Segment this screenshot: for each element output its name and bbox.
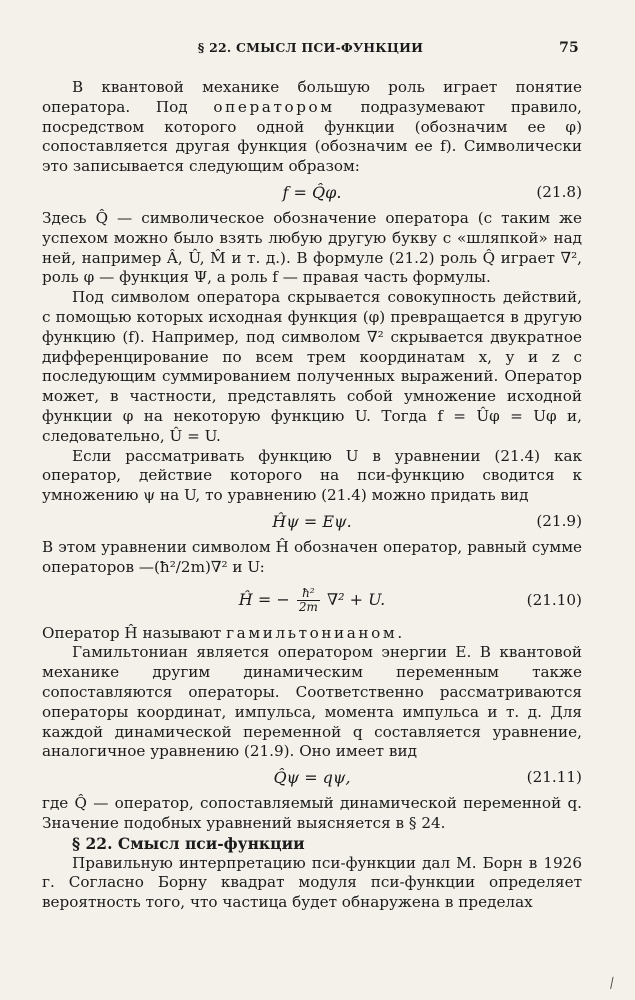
emphasized-term: гамильтонианом. (226, 623, 405, 642)
fraction-numerator: ħ² (297, 587, 320, 601)
running-header (42, 40, 579, 55)
formula: f = Q̂φ. (282, 183, 342, 203)
equation-number: (21.10) (526, 590, 582, 609)
fraction (297, 587, 320, 614)
paragraph-operator-definition: В квантовой механике большую роль играет понятие оператора. Под оператором подразумевают правило, посредством которого одной функции (обозначим ее φ) сопоставляется другая функция (обозначим ее f). Символически это записывается следующим образом: (42, 78, 583, 176)
equation-21-11 (42, 763, 582, 793)
formula: Q̂ψ = qψ, (273, 768, 351, 788)
equation-number: (21.8) (536, 183, 582, 202)
paragraph-symbol-explanation: Здесь Q̂ — символическое обозначение оператора (с таким же успехом можно было взять любую другую букву с «шляпкой» над ней, например Â, Û, M̂ и т. д.). В формуле (21.2) роль Q̂ играет ∇², роль φ — функция Ψ, а роль f — правая часть формулы. (42, 208, 582, 287)
paragraph-hamiltonian-name: Оператор Ĥ называют гамильтонианом. (42, 623, 405, 642)
page-number: 75 (559, 40, 579, 56)
equation-21-10 (42, 579, 582, 623)
equation-21-9 (42, 507, 582, 537)
formula: Ĥψ = Eψ. (272, 512, 352, 532)
fraction-denominator: 2m (298, 600, 318, 615)
equation-21-8 (42, 178, 582, 208)
equation-number: (21.11) (526, 768, 582, 787)
paragraph-hamiltonian-def: В этом уравнении символом Ĥ обозначен оператор, равный сумме операторов —(ħ²/2m)∇² и U: (42, 537, 582, 576)
paragraph-born-interpretation: Правильную интерпретацию пси-функции дал М. Борн в 1926 г. Согласно Борну квадрат модуля пси-функции определяет вероятность того, что частица будет обнаружена в пределах (42, 853, 582, 912)
section-heading: § 22. Смысл пси-функции (72, 833, 305, 853)
page-content (42, 78, 582, 913)
pencil-mark: ⁄ (607, 976, 616, 992)
paragraph-operator-q: где Q̂ — оператор, сопоставляемый динамической переменной q. Значение подобных уравнений выясняется в § 24. (42, 794, 582, 832)
emphasized-term: оператором (213, 97, 335, 116)
paragraph-u-as-operator: Если рассматривать функцию U в уравнении (21.4) как оператор, действие которого на пси-функцию сводится к умножению ψ на U, то уравнению (21.4) можно придать вид (42, 446, 582, 505)
equation-number: (21.9) (536, 512, 582, 531)
running-title: § 22. СМЫСЛ ПСИ-ФУНКЦИИ (197, 40, 424, 55)
formula: Ĥ = − $\frac{\text{ħ²}}{2m}$ ∇² + U. (238, 586, 386, 615)
paragraph-hamiltonian-energy: Гамильтониан является оператором энергии E. В квантовой механике другим динамическим переменным также сопоставляются операторы. Соответственно рассматриваются операторы координат, импульса, момента импульса и т. д. Для каждой динамической переменной q составляется уравнение, аналогичное уравнению (21.9). Оно имеет вид (42, 643, 582, 761)
paragraph-operator-actions: Под символом оператора скрывается совокупность действий, с помощью которых исходная функция (φ) превращается в другую функцию (f). Например, под символом ∇² скрывается двукратное дифференцирование по всем трем координатам x, y и z с последующим суммированием полученных выражений. Оператор может, в частности, представлять собой умножение исходной функции φ на некоторую функцию U. Тогда f = Ûφ = Uφ и, следовательно, Û = U. (42, 288, 582, 445)
